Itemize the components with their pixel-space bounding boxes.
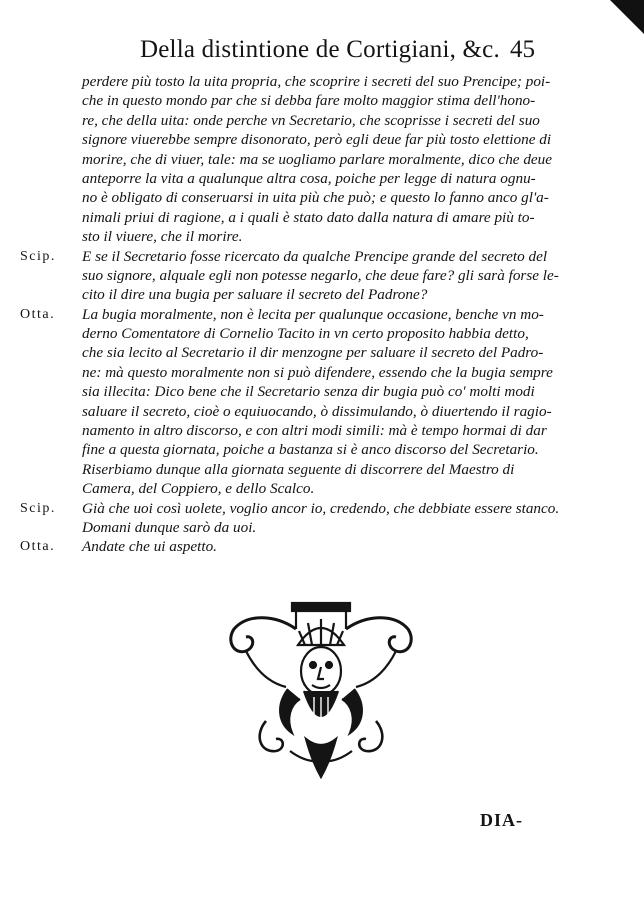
speaker-label: Otta. — [20, 306, 56, 322]
text-line: namento in altro discorso, e con altri modi simili: mà è tempo hormai di dar — [82, 422, 547, 440]
text-line: che sia lecito al Secretario il dir menzogne per saluare il secreto del Padro- — [82, 344, 544, 362]
text-line: fine a questa giornata, poiche a bastanza si è anco discorso del Secretario. — [82, 441, 539, 459]
text-line: Riserbiamo dunque alla giornata seguente di discorrere del Maestro di — [82, 460, 515, 478]
catchword: DIA- — [480, 810, 523, 830]
text-line: cito il dire una bugia per saluare il secreto del Padrone? — [82, 286, 428, 304]
text-line: E se il Secretario fosse ricercato da qualche Prencipe grande del secreto del — [82, 247, 548, 265]
text-line: morire, che di viuer, tale: ma se uogliamo parlare moralmente, dico che deue — [82, 150, 553, 168]
speaker-label: Otta. — [20, 539, 56, 555]
text-line: Andate che ui aspetto. — [82, 538, 217, 556]
text-line: Domani dunque sarò da uoi. — [82, 518, 257, 536]
speaker-label: Scip. — [20, 248, 56, 264]
text-line: La bugia moralmente, non è lecita per qualunque occasione, benche vn mo- — [82, 305, 544, 323]
text-line: suo signore, alquale egli non potesse negarlo, che deue fare? gli sarà forse le- — [82, 266, 559, 284]
paragraph-otta-2 — [20, 537, 580, 556]
text-line: sto il viuere, che il morire. — [82, 228, 243, 246]
paragraph-scip-1 — [20, 247, 580, 305]
page-header — [140, 36, 554, 66]
page-corner-shadow — [610, 0, 644, 34]
page-number: 45 — [510, 36, 535, 63]
paragraph-otta-1 — [20, 305, 580, 499]
body-text — [20, 72, 580, 557]
text-line: anteporre la vita a qualunque altra cosa, poiche per legge di natura ognu- — [82, 169, 536, 187]
running-title: Della distintione de Cortigiani, &c. — [140, 36, 500, 63]
text-line: signore viuerebbe sempre disonorato, però egli deue far più tosto elettione di — [82, 131, 552, 149]
text-line: Camera, del Coppiero, e dello Scalco. — [82, 480, 315, 498]
text-line: no è obligato di conseruarsi in uita più che può; e questo lo fanno anco gl'a- — [82, 189, 549, 207]
text-line: nimali priui di ragione, a i quali è stato dato dalla natura di amare più to- — [82, 208, 535, 226]
paragraph-1 — [20, 72, 580, 247]
mascaron-headpiece-ornament-icon — [226, 601, 416, 779]
text-line: derno Comentatore di Cornelio Tacito in vn certo proposito habbia detto, — [82, 325, 529, 343]
text-line: ne: mà questo moralmente non si può difendere, essendo che la bugia sempre — [82, 363, 553, 381]
text-line: che in questo mondo par che si debba fare molto maggior stima dell'hono- — [82, 92, 536, 110]
text-line: re, che della uita: onde perche vn Secretario, che scoprisse i secreti del suo — [82, 111, 540, 129]
text-line: perdere più tosto la uita propria, che scoprire i secreti del suo Prencipe; poi- — [82, 73, 551, 90]
paragraph-scip-2 — [20, 499, 580, 538]
speaker-label: Scip. — [20, 500, 56, 516]
text-line: sia illecita: Dico bene che il Secretario senza dir bugia può co' molti modi — [82, 383, 535, 401]
text-line: saluare il secreto, cioè o equiuocando, ò dissimulando, ò diuertendo il ragio- — [82, 402, 552, 420]
text-line: Già che uoi così uolete, voglio ancor io, credendo, che debbiate essere stanco. — [82, 499, 560, 517]
